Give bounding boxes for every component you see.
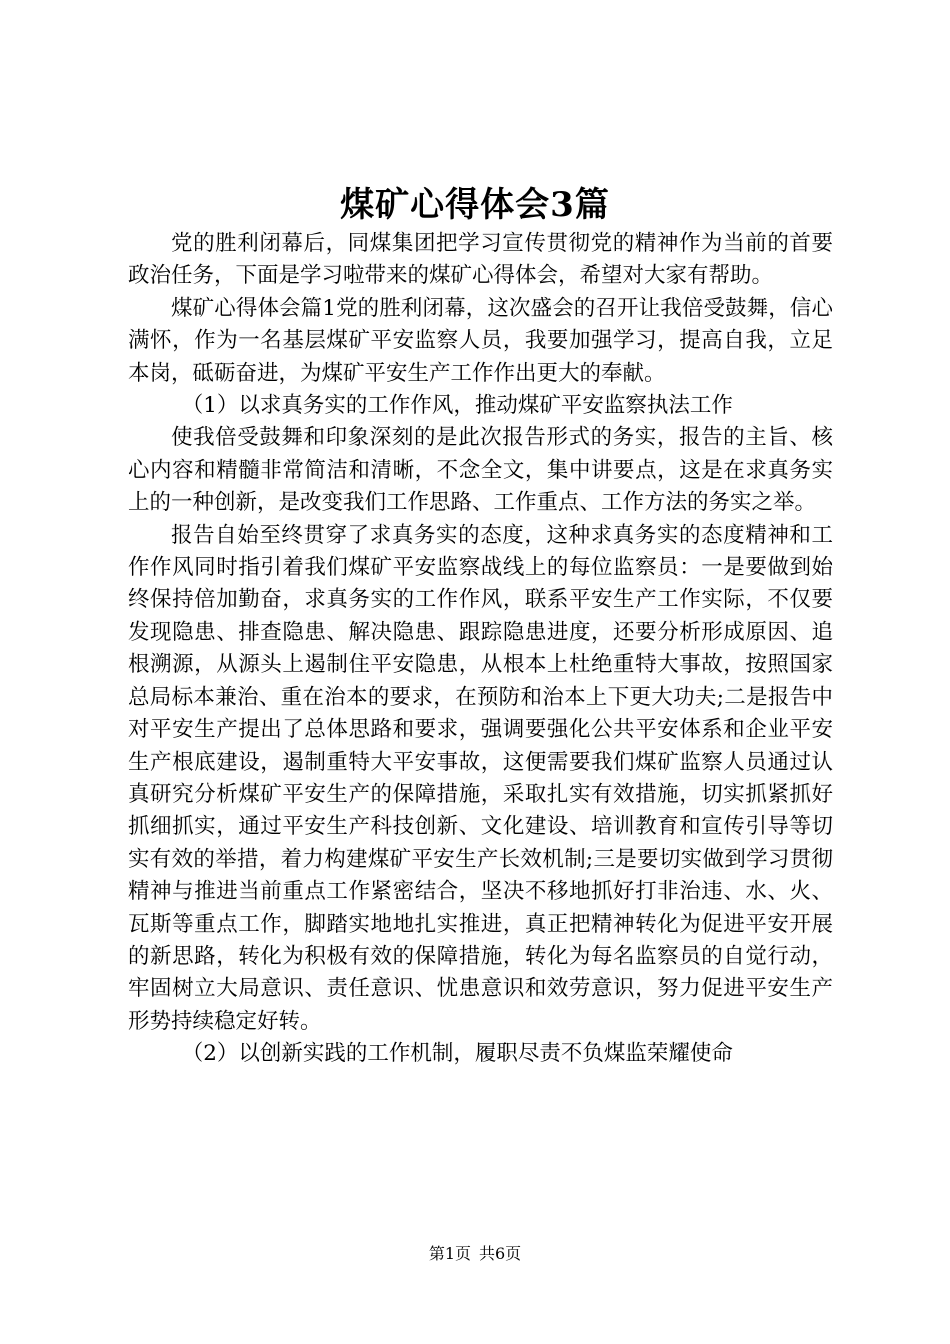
paragraph-report-requirements: 报告自始至终贯穿了求真务实的态度，这种求真务实的态度精神和工作作风同时指引着我们煤矿平安监察战线上的每位监察员：一是要做到始终保持倍加勤奋，求真务实的工作作风，联系平安生产工作实际，不仅要发现隐患、排查隐患、解决隐患、跟踪隐患进度，还要分析形成原因、追根溯源，从源头上遏制住平安隐患，从根本上杜绝重特大事故，按照国家总局标本兼治、重在治本的要求，在预防和治本上下更大功夫;二是报告中对平安生产提出了总体思路和要求，强调要强化公共平安体系和企业平安生产根底建设，遏制重特大平安事故，这便需要我们煤矿监察人员通过认真研究分析煤矿平安生产的保障措施，采取扎实有效措施，切实抓紧抓好抓细抓实，通过平安生产科技创新、文化建设、培训教育和宣传引导等切实有效的举措，着力构建煤矿平安生产长效机制;三是要切实做到学习贯彻精神与推进当前重点工作紧密结合，坚决不移地抓好打非治违、水、火、瓦斯等重点工作，脚踏实地地扎实推进，真正把精神转化为促进平安开展的新思路，转化为积极有效的保障措施，转化为每名监察员的自觉行动，牢固树立大局意识、责任意识、忧患意识和效劳意识，努力促进平安生产形势持续稳定好转。 <box>128 522 833 1034</box>
paragraph-intro: 党的胜利闭幕后，同煤集团把学习宣传贯彻党的精神作为当前的首要政治任务，下面是学习啦带来的煤矿心得体会，希望对大家有帮助。 <box>128 231 833 289</box>
section-heading-1: （1）以求真务实的工作作风，推动煤矿平安监察执法工作 <box>181 393 733 419</box>
paragraph-part1-opening: 煤矿心得体会篇1党的胜利闭幕，这次盛会的召开让我倍受鼓舞，信心满怀，作为一名基层煤矿平安监察人员，我要加强学习，提高自我，立足本岗，砥砺奋进，为煤矿平安生产工作作出更大的奉献。 <box>128 295 833 386</box>
page-total: 共6页 <box>479 1244 522 1263</box>
paragraph-report-pragmatism: 使我倍受鼓舞和印象深刻的是此次报告形式的务实，报告的主旨、核心内容和精髓非常简洁和清晰，不念全文，集中讲要点，这是在求真务实上的一种创新，是改变我们工作思路、工作重点、工作方法的务实之举。 <box>128 425 833 516</box>
page-footer <box>0 1242 950 1266</box>
document-body <box>128 228 833 1071</box>
section-heading-2: （2）以创新实践的工作机制，履职尽责不负煤监荣耀使命 <box>181 1041 733 1067</box>
document-title: 煤矿心得体会3篇 <box>340 185 610 225</box>
page-number: 第1页 <box>428 1244 471 1263</box>
